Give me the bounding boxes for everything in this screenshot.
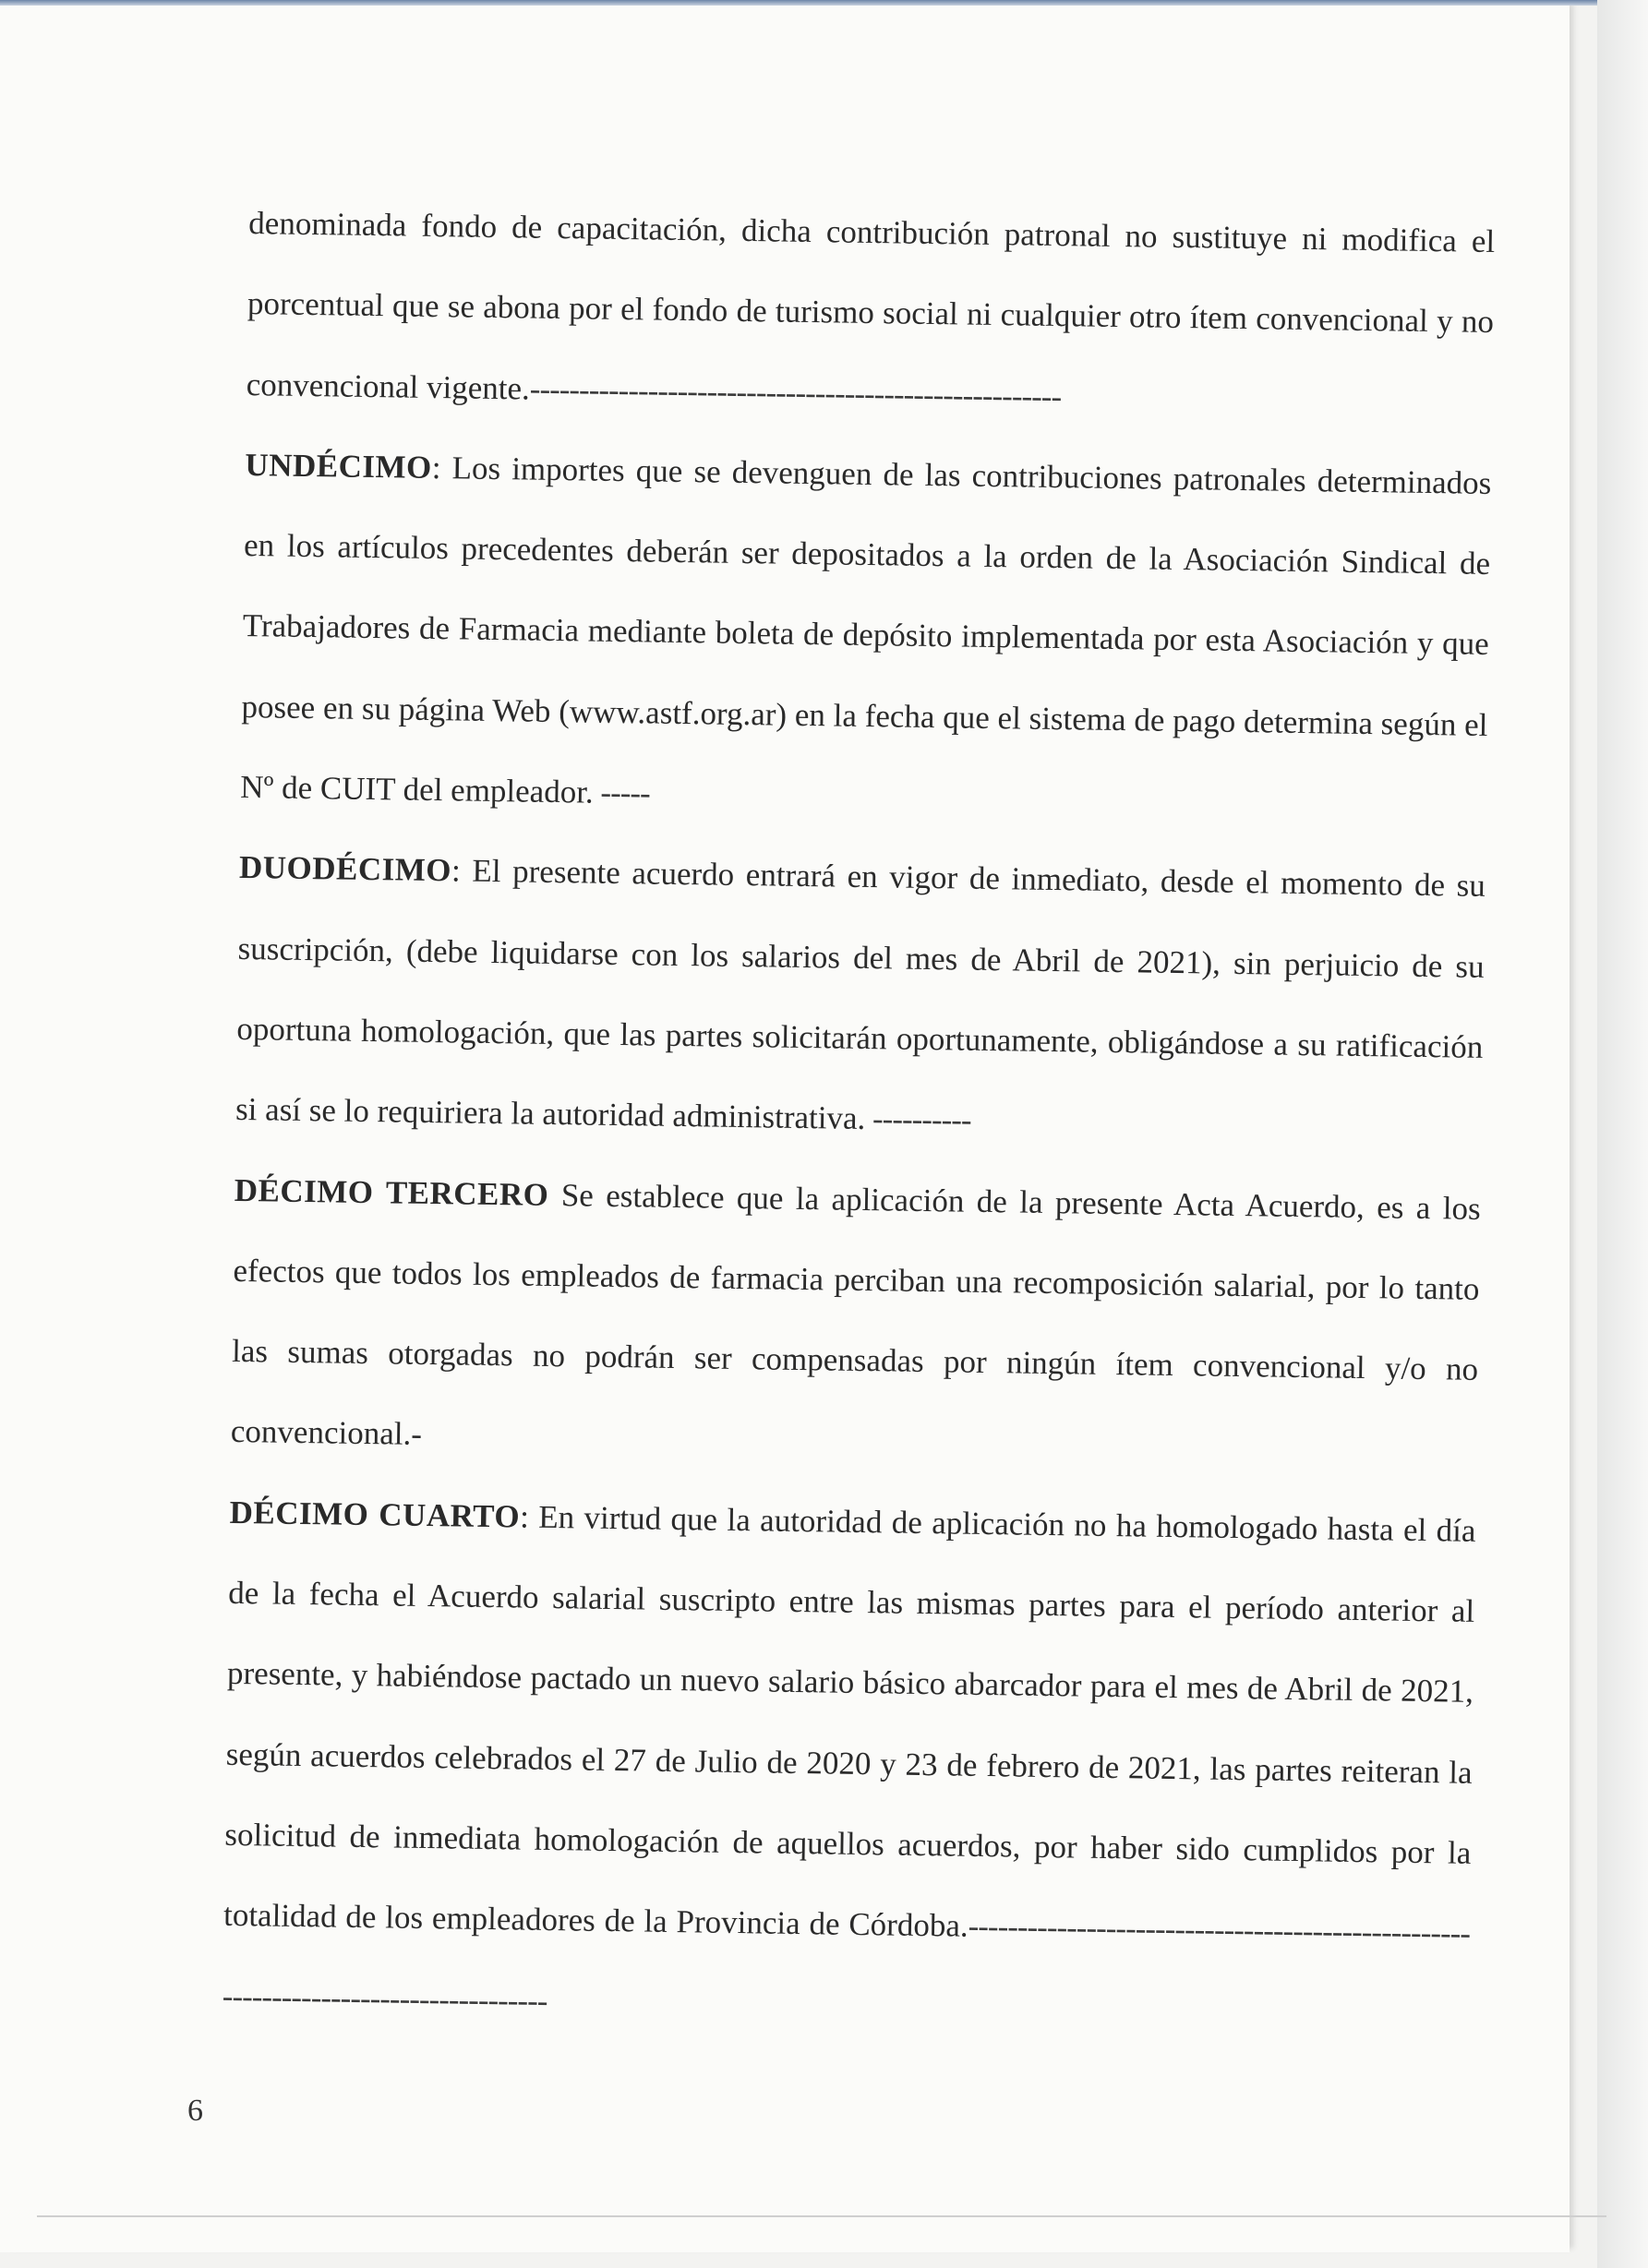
dash-filler: ------------------------------------------------------------------------------------ (222, 1907, 1471, 2019)
paragraph-text: Se establece que la aplicación de la presente Acta Acuerdo, es a los efectos que todos los empleados de farmacia perciban una recomposición salarial, por lo tanto las sumas otorgadas no podrán ser compensadas por ningún ítem convencional y/o no convencional.- (230, 1176, 1481, 1453)
paragraph-text: : En virtud que la autoridad de aplicación no ha homologado hasta el día de la fecha el Acuerdo salarial suscripto entre las mismas partes para el período anterior al presente, y habiéndose pactado un nuevo salario básico abarcador para el mes de Abril de 2021, según acuerdos celebrados el 27 de Julio de 2020 y 23 de febrero de 2021, las partes reiteran la solicitud de inmediata homologación de aquellos acuerdos, por haber sido cumplidos por la totalidad de los empleadores de la Provincia de Córdoba. (223, 1498, 1476, 1944)
clause-heading: DÉCIMO CUARTO (229, 1494, 521, 1535)
clause-heading: DÉCIMO TERCERO (234, 1171, 549, 1213)
paragraph-undecimo (240, 425, 1492, 846)
paragraph-decimo-tercero (230, 1149, 1481, 1490)
paragraph-fondo-capacitacion (246, 183, 1496, 443)
paragraph-text: : El presente acuerdo entrará en vigor de inmediato, desde el momento de su suscripción, (debe liquidarse con los salarios del mes de Abril de 2021), sin perjuicio de su oportuna homologación, que las partes solicitarán oportunamente, obligándose a su ratificación si así se lo requiriera la autoridad administrativa. (235, 852, 1486, 1137)
paragraph-text: : Los importes que se devenguen de las contribuciones patronales determinados en los artículos precedentes deberán ser depositados a la orden de la Asociación Sindical de Trabajadores de Farmacia mediante boleta de depósito implementada por esta Asociación y que posee en su página Web (www.astf.org.ar) en la fecha que el sistema de pago determina según el Nº de CUIT del empleador. (240, 449, 1492, 810)
paragraph-duodecimo (235, 827, 1486, 1168)
clause-heading: DUODÉCIMO (238, 849, 452, 889)
clause-heading: UNDÉCIMO (245, 446, 433, 486)
scan-right-edge (1597, 0, 1648, 2268)
page-number: 6 (187, 2094, 203, 2128)
scan-bottom-edge (37, 2215, 1606, 2217)
document-body (222, 183, 1496, 2055)
paragraph-decimo-cuarto (222, 1472, 1476, 2055)
dash-filler: ---------- (865, 1100, 971, 1138)
paragraph-text: denominada fondo de capacitación, dicha contribución patronal no sustituye ni modifica el porcentual que se abona por el fondo de turismo social ni cualquier otro ítem convencional y no convencional vigente. (246, 204, 1496, 407)
scan-top-edge (0, 0, 1648, 6)
dash-filler: ----- (593, 774, 651, 811)
dash-filler: ------------------------------------------------------ (529, 370, 1062, 414)
